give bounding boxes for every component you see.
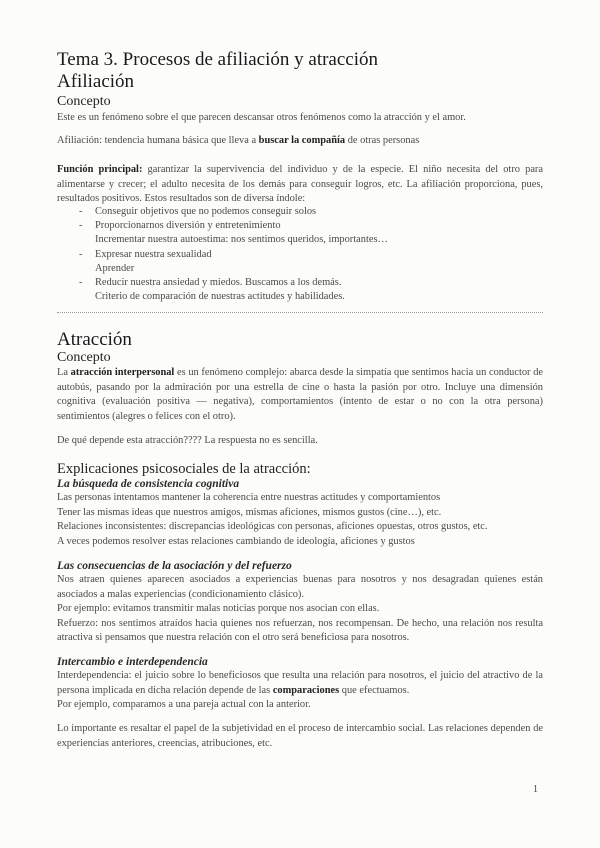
list-item: Criterio de comparación de nuestras actitudes y habilidades. xyxy=(95,291,345,303)
section-heading-afiliacion: Afiliación xyxy=(57,71,135,92)
list-item: - Proporcionarnos diversión y entretenimiento xyxy=(79,220,281,232)
subheading-intercambio: Intercambio e interdependencia xyxy=(57,656,208,668)
paragraph-afiliacion-definicion: Afiliación: tendencia humana básica que lleva a buscar la compañía de otras personas xyxy=(57,135,420,146)
list-item: Aprender xyxy=(95,262,135,274)
subheading-concepto-afiliacion: Concepto xyxy=(57,94,111,109)
subheading-consistencia-cognitiva: La búsqueda de consistencia cognitiva xyxy=(57,478,240,490)
page-number: 1 xyxy=(533,784,538,795)
text-line: Nos atraen quienes aparecen asociados a experiencias buenas para nosotros y nos desagradan quienes están asociados a malas experiencias (condicionamiento clásico). xyxy=(57,574,543,600)
paragraph-atraccion-definicion: La atracción interpersonal es un fenómeno complejo: abarca desde la simpatía que sentimos hacia un conductor de autobús, pasando por la admiración por una estrella de cine o hasta la pasión por otro. Incluye una dimensión cognitiva (evaluación positiva — negativa), comportamientos (intento de estar o no con la otra persona) sentimientos (alegres o felices con el otro). xyxy=(57,367,543,422)
section-divider xyxy=(57,312,543,313)
paragraph-subjetividad: Lo importante es resaltar el papel de la subjetividad en el proceso de intercambio social. Las relaciones dependen de experiencias anteriores, creencias, atribuciones, etc. xyxy=(57,723,543,749)
list-item: Incrementar nuestra autoestima: nos sentimos queridos, importantes… xyxy=(95,234,388,246)
subheading-concepto-atraccion: Concepto xyxy=(57,350,111,365)
text-line: Tener las mismas ideas que nuestros amigos, mismas aficiones, mismos gustos (cine…), etc. xyxy=(57,506,442,518)
text-line: Refuerzo: nos sentimos atraídos hacia quienes nos refuerzan, nos recompensan. De hecho, una relación nos resulta atractiva si pensamos que nuestra relación con el otro será beneficiosa para nosotros. xyxy=(57,617,543,643)
section-heading-atraccion: Atracción xyxy=(57,329,132,350)
list-item: - Reducir nuestra ansiedad y miedos. Buscamos a los demás. xyxy=(79,277,342,289)
text-line: Las personas intentamos mantener la coherencia entre nuestras actitudes y comportamientos xyxy=(57,492,441,503)
heading-explicaciones: Explicaciones psicosociales de la atracción: xyxy=(57,461,311,477)
paragraph-ejemplo-pareja: Por ejemplo, comparamos a una pareja actual con la anterior. xyxy=(57,699,311,710)
paragraph-funcion-principal: Función principal: garantizar la supervivencia del individuo y de la especie. El niño necesita del otro para alimentarse y crecer; el adulto necesita de los demás para conseguir logros, etc. La afiliación proporciona, pues, resultados positivos. Estos resultados son de diversa índole: xyxy=(57,164,543,204)
text-line: A veces podemos resolver estas relaciones cambiando de ideología, aficiones y gustos xyxy=(57,535,415,547)
list-item: - Conseguir objetivos que no podemos conseguir solos xyxy=(79,206,317,217)
asociacion-lines xyxy=(57,573,543,646)
list-item: - Expresar nuestra sexualidad xyxy=(79,248,212,260)
page-title: Tema 3. Procesos de afiliación y atracción xyxy=(57,49,379,70)
paragraph-interdependencia: Interdependencia: el juicio sobre lo beneficiosos que resulta una relación para nosotros, el juicio del atractivo de la persona implicada en dicha relación depende de las comparaciones que efectuamos. xyxy=(57,670,543,696)
list-afiliacion-resultados xyxy=(57,205,543,304)
text-line: Por ejemplo: evitamos transmitir malas noticias porque nos asocian con ellas. xyxy=(57,603,380,614)
consistencia-lines xyxy=(57,491,543,549)
subheading-asociacion-refuerzo: Las consecuencias de la asociación y del refuerzo xyxy=(57,560,292,572)
paragraph-afiliacion-intro: Este es un fenómeno sobre el que parecen descansar otros fenómenos como la atracción y el amor. xyxy=(57,112,466,123)
text-line: Relaciones inconsistentes: discrepancias ideológicas con personas, aficiones opuestas, otros gustos, etc. xyxy=(57,521,488,532)
paragraph-atraccion-pregunta: De qué depende esta atracción???? La respuesta no es sencilla. xyxy=(57,435,318,446)
